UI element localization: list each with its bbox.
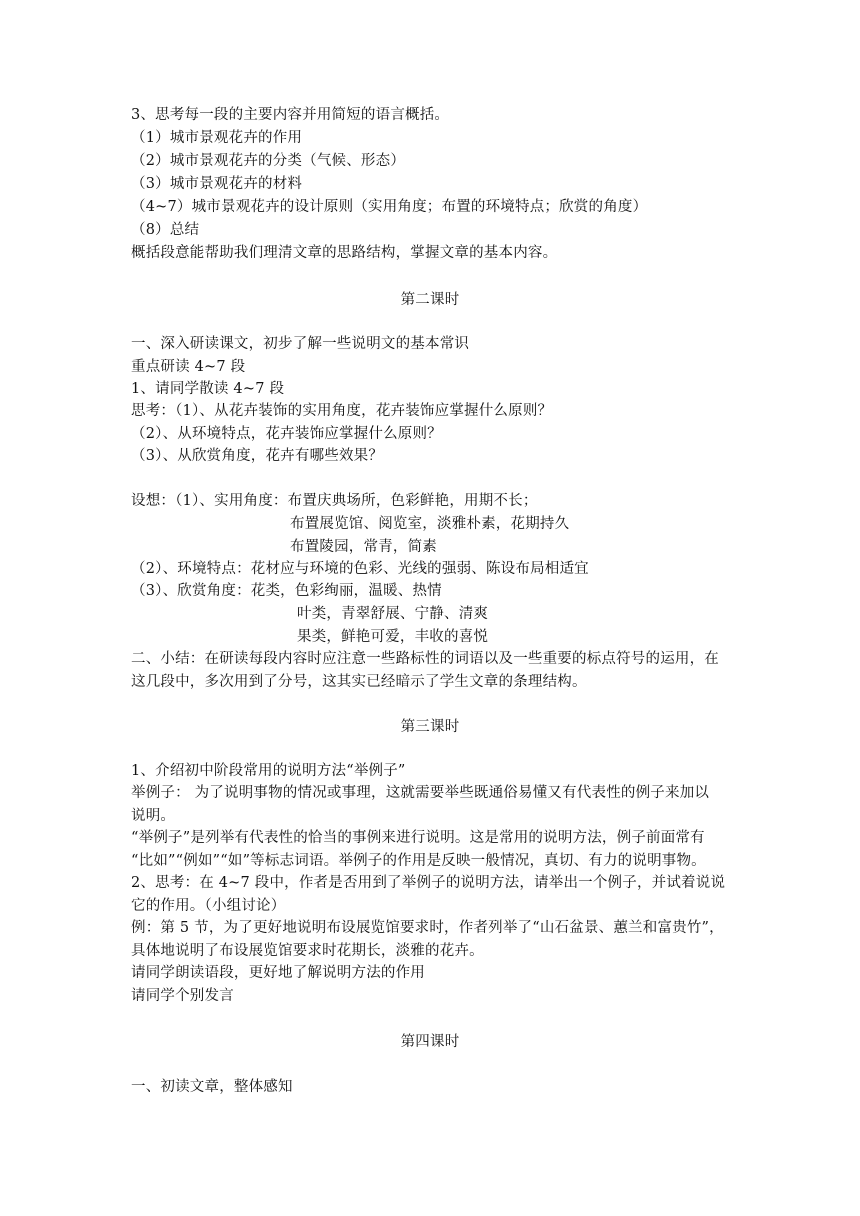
lesson-2-answer-3a: （3）、欣赏角度：花类，色彩绚丽，温暖、热情 — [131, 583, 442, 599]
lesson-3-definition-4: “比如”“例如”“如”等标志词语。举例子的作用是反映一般情况，真切、有力的说明事物。 — [131, 853, 706, 869]
task-3-line: 3、思考每一段的主要内容并用简短的语言概括。 — [131, 107, 450, 123]
lesson-3-think-1: 2、思考：在 4~7 段中，作者是否用到了举例子的说明方法，请举出一个例子，并试着说说 — [131, 875, 726, 891]
outline-item-8: （8）总结 — [131, 222, 200, 238]
lesson-3-intro: 1、介绍初中阶段常用的说明方法“举例子” — [131, 763, 406, 779]
lesson-3-read: 请同学朗读语段，更好地了解说明方法的作用 — [131, 965, 425, 981]
lesson-3-example-2: 具体地说明了布设展览馆要求时花期长，淡雅的花卉。 — [131, 943, 484, 959]
lesson-2-answer-3b: 叶类，青翠舒展、宁静、清爽 — [297, 606, 489, 622]
outline-item-2: （2）城市景观花卉的分类（气候、形态） — [131, 153, 406, 169]
lesson-4-heading: 第四课时 — [400, 1034, 460, 1050]
lesson-3-speak: 请同学个别发言 — [131, 988, 234, 1004]
lesson-2-question-2: （2）、从环境特点，花卉装饰应掌握什么原则？ — [131, 426, 442, 442]
lesson-2-question-3: （3）、从欣赏角度，花卉有哪些效果？ — [131, 448, 384, 464]
lesson-2-question-1: 思考：（1）、从花卉装饰的实用角度，花卉装饰应掌握什么原则？ — [131, 403, 553, 419]
lesson-2-read: 1、请同学散读 4~7 段 — [131, 381, 285, 397]
lesson-3-definition-1: 举例子： 为了说明事物的情况或事理，这就需要举些既通俗易懂又有代表性的例子来加以 — [131, 785, 710, 801]
lesson-2-answer-1b: 布置展览馆、阅览室，淡雅朴素，花期持久 — [290, 516, 570, 532]
lesson-3-definition-3: “举例子”是列举有代表性的恰当的事例来进行说明。这是常用的说明方法，例子前面常有 — [131, 830, 705, 846]
outline-item-3: （3）城市景观花卉的材料 — [131, 176, 303, 192]
outline-item-4-7: （4~7）城市景观花卉的设计原则（实用角度；布置的环境特点；欣赏的角度） — [131, 199, 648, 215]
section-summary: 概括段意能帮助我们理清文章的思路结构，掌握文章的基本内容。 — [131, 245, 558, 261]
lesson-3-heading: 第三课时 — [400, 719, 460, 735]
lesson-2-heading: 第二课时 — [400, 292, 460, 308]
lesson-2-part-2a: 二、小结：在研读每段内容时应注意一些路标性的词语以及一些重要的标点符号的运用，在 — [131, 651, 719, 667]
lesson-2-answer-1c: 布置陵园，常青，简素 — [290, 539, 437, 555]
lesson-2-answer-1a: 设想：（1）、实用角度：布置庆典场所，色彩鲜艳，用期不长； — [131, 493, 538, 509]
lesson-4-part-1: 一、初读文章，整体感知 — [131, 1079, 293, 1095]
lesson-3-definition-2: 说明。 — [131, 808, 176, 824]
lesson-3-think-2: 它的作用。（小组讨论） — [131, 898, 286, 914]
lesson-2-part-2b: 这几段中，多次用到了分号，这其实已经暗示了学生文章的条理结构。 — [131, 674, 587, 690]
lesson-2-part-1: 一、深入研读课文，初步了解一些说明文的基本常识 — [131, 336, 470, 352]
lesson-2-answer-3c: 果类，鲜艳可爱，丰收的喜悦 — [297, 629, 489, 645]
lesson-3-example-1: 例：第 5 节，为了更好地说明布设展览馆要求时，作者列举了“山石盆景、蕙兰和富贵竹”， — [131, 920, 724, 936]
outline-item-1: （1）城市景观花卉的作用 — [131, 130, 303, 146]
lesson-2-answer-2: （2）、环境特点：花材应与环境的色彩、光线的强弱、陈设布局相适宜 — [131, 561, 589, 577]
lesson-2-focus: 重点研读 4~7 段 — [131, 359, 246, 375]
